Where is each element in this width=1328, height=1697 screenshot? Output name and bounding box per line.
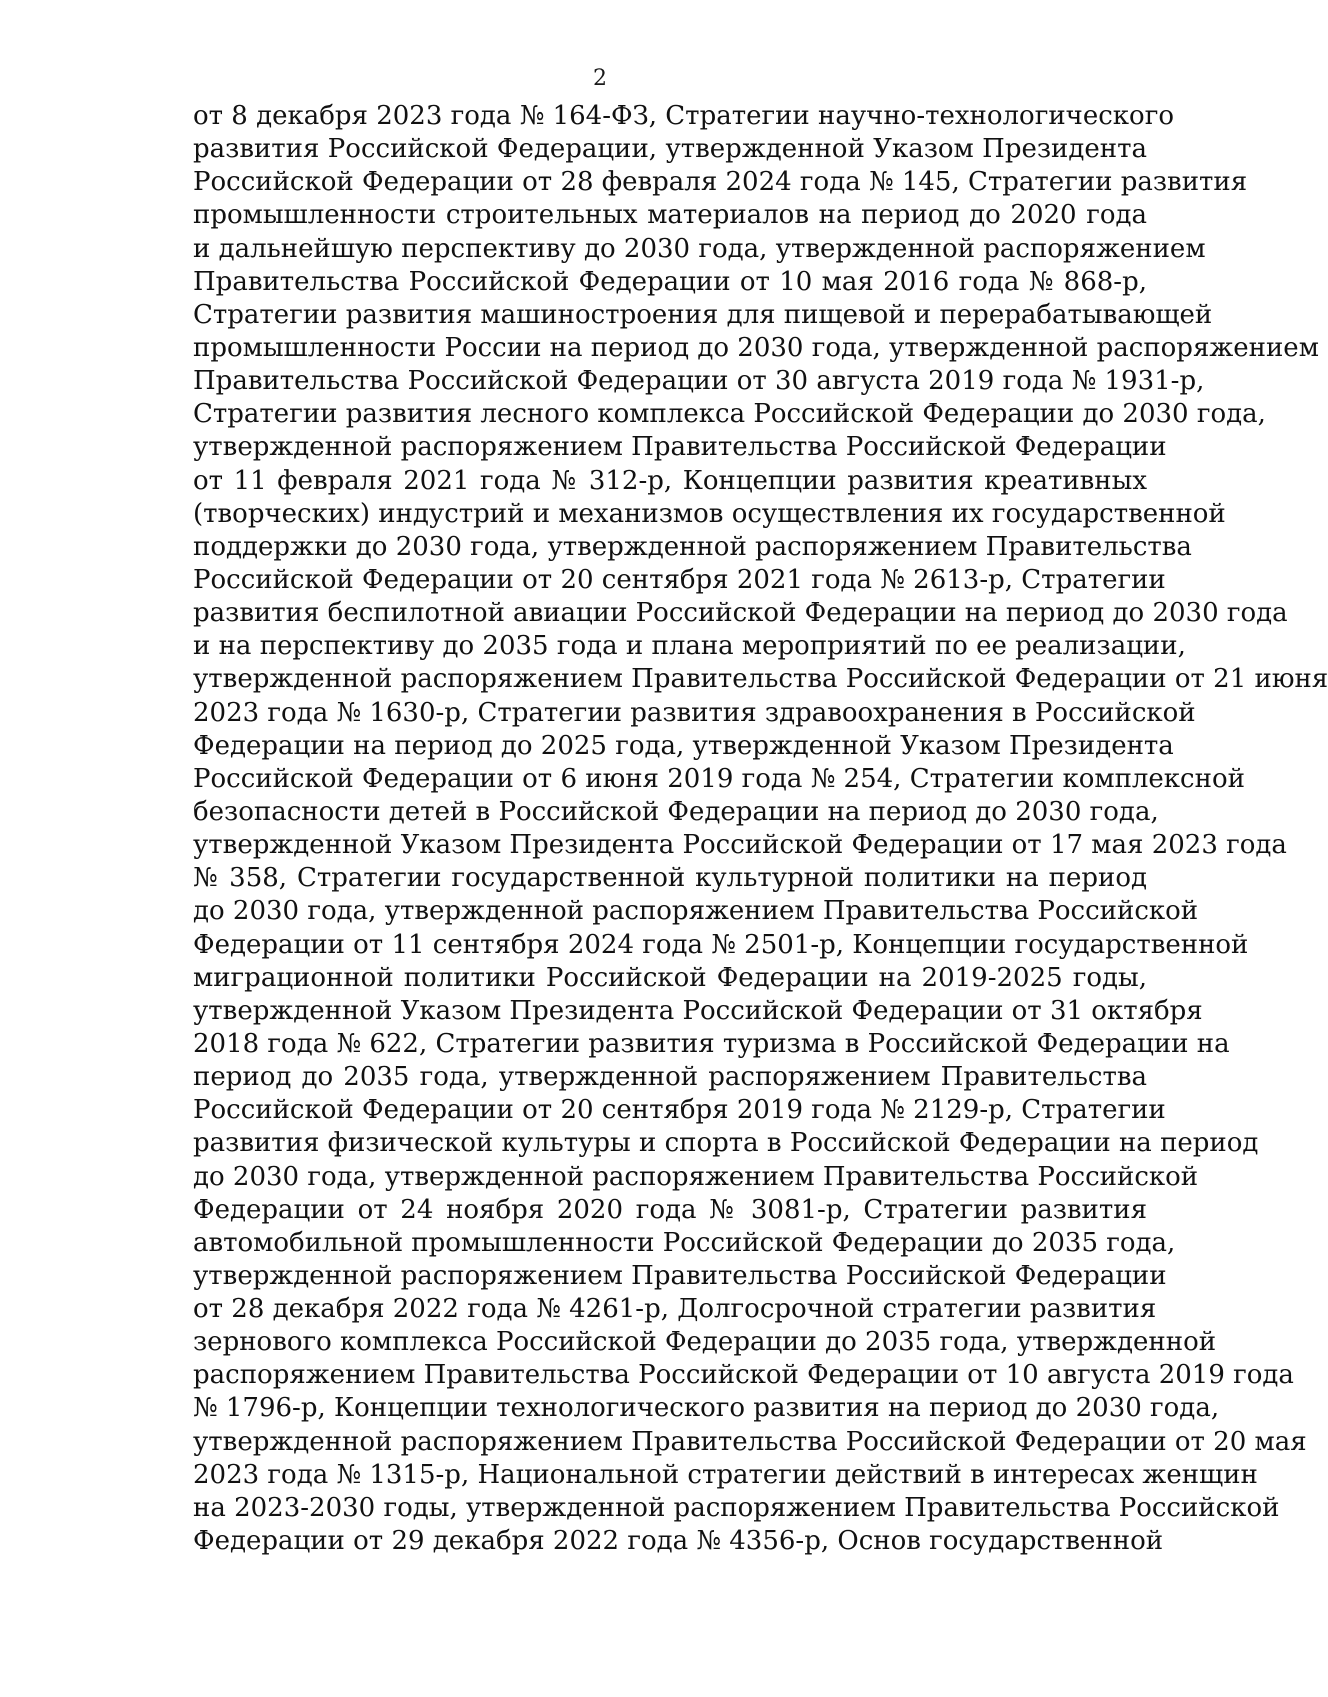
text-line: от 28 декабря 2022 года № 4261-р, Долгосрочной стратегии развития (193, 1294, 1157, 1325)
text-line: Федерации от 24 ноября 2020 года № 3081-р, Стратегии развития (193, 1194, 1147, 1225)
text-line: миграционной политики Российской Федерации на 2019-2025 годы, (193, 962, 1147, 993)
text-line: утвержденной распоряжением Правительства Российской Федерации (193, 1260, 1167, 1291)
text-line: Федерации от 29 декабря 2022 года № 4356-р, Основ государственной (193, 1526, 1164, 1557)
text-line: Стратегии развития машиностроения для пищевой и перерабатывающей (193, 299, 1213, 330)
text-line: (творческих) индустрий и механизмов осуществления их государственной (193, 498, 1226, 529)
text-line: утвержденной Указом Президента Российской Федерации от 31 октября (193, 995, 1203, 1026)
text-line: утвержденной Указом Президента Российской Федерации от 17 мая 2023 года (193, 830, 1287, 861)
text-line: 2023 года № 1630-р, Стратегии развития здравоохранения в Российской (193, 697, 1196, 728)
text-line: зернового комплекса Российской Федерации до 2035 года, утвержденной (193, 1327, 1217, 1358)
text-line: и на перспективу до 2035 года и плана мероприятий по ее реализации, (193, 631, 1186, 662)
text-line: Стратегии развития лесного комплекса Российской Федерации до 2030 года, (193, 399, 1266, 430)
text-line: развития Российской Федерации, утвержденной Указом Президента (193, 134, 1147, 165)
text-line: от 11 февраля 2021 года № 312-р, Концепции развития креативных (193, 465, 1147, 496)
text-line: безопасности детей в Российской Федерации на период до 2030 года, (193, 796, 1159, 827)
text-line: развития беспилотной авиации Российской Федерации на период до 2030 года (193, 598, 1288, 629)
text-line: промышленности строительных материалов на период до 2020 года (193, 200, 1147, 231)
text-line: распоряжением Правительства Российской Федерации от 10 августа 2019 года (193, 1360, 1294, 1391)
text-line: период до 2035 года, утвержденной распоряжением Правительства (193, 1062, 1147, 1093)
text-line: Федерации на период до 2025 года, утвержденной Указом Президента (193, 730, 1174, 761)
body-text (193, 100, 1328, 1558)
text-line: развития физической культуры и спорта в Российской Федерации на период (193, 1128, 1259, 1159)
text-line: № 358, Стратегии государственной культурной политики на период (193, 863, 1147, 894)
text-line: № 1796-р, Концепции технологического развития на период до 2030 года, (193, 1393, 1220, 1424)
text-line: 2023 года № 1315-р, Национальной стратегии действий в интересах женщин (193, 1459, 1258, 1490)
text-line: Российской Федерации от 20 сентября 2019 года № 2129-р, Стратегии (193, 1095, 1166, 1126)
text-line: 2018 года № 622, Стратегии развития туризма в Российской Федерации на (193, 1028, 1230, 1059)
text-line: Правительства Российской Федерации от 10 мая 2016 года № 868-р, (193, 266, 1147, 297)
text-line: Российской Федерации от 20 сентября 2021 года № 2613-р, Стратегии (193, 564, 1166, 595)
text-line: Российской Федерации от 6 июня 2019 года № 254, Стратегии комплексной (193, 763, 1245, 794)
text-line: Федерации от 11 сентября 2024 года № 2501-р, Концепции государственной (193, 929, 1249, 960)
page-number: 2 (593, 66, 607, 91)
text-line: утвержденной распоряжением Правительства Российской Федерации от 20 мая (193, 1426, 1307, 1457)
text-line: промышленности России на период до 2030 года, утвержденной распоряжением (193, 332, 1319, 363)
text-line: Правительства Российской Федерации от 30 августа 2019 года № 1931-р, (193, 366, 1205, 397)
text-line: и дальнейшую перспективу до 2030 года, утвержденной распоряжением (193, 233, 1206, 264)
text-line: утвержденной распоряжением Правительства Российской Федерации от 21 июня (193, 664, 1328, 695)
text-line: до 2030 года, утвержденной распоряжением Правительства Российской (193, 896, 1199, 927)
text-line: Российской Федерации от 28 февраля 2024 года № 145, Стратегии развития (193, 167, 1248, 198)
text-line: на 2023-2030 годы, утвержденной распоряжением Правительства Российской (193, 1492, 1280, 1523)
text-line: до 2030 года, утвержденной распоряжением Правительства Российской (193, 1161, 1199, 1192)
text-line: поддержки до 2030 года, утвержденной распоряжением Правительства (193, 531, 1192, 562)
text-line: автомобильной промышленности Российской Федерации до 2035 года, (193, 1227, 1176, 1258)
text-line: утвержденной распоряжением Правительства Российской Федерации (193, 432, 1167, 463)
text-line: от 8 декабря 2023 года № 164-ФЗ, Стратегии научно-технологического (193, 101, 1174, 131)
